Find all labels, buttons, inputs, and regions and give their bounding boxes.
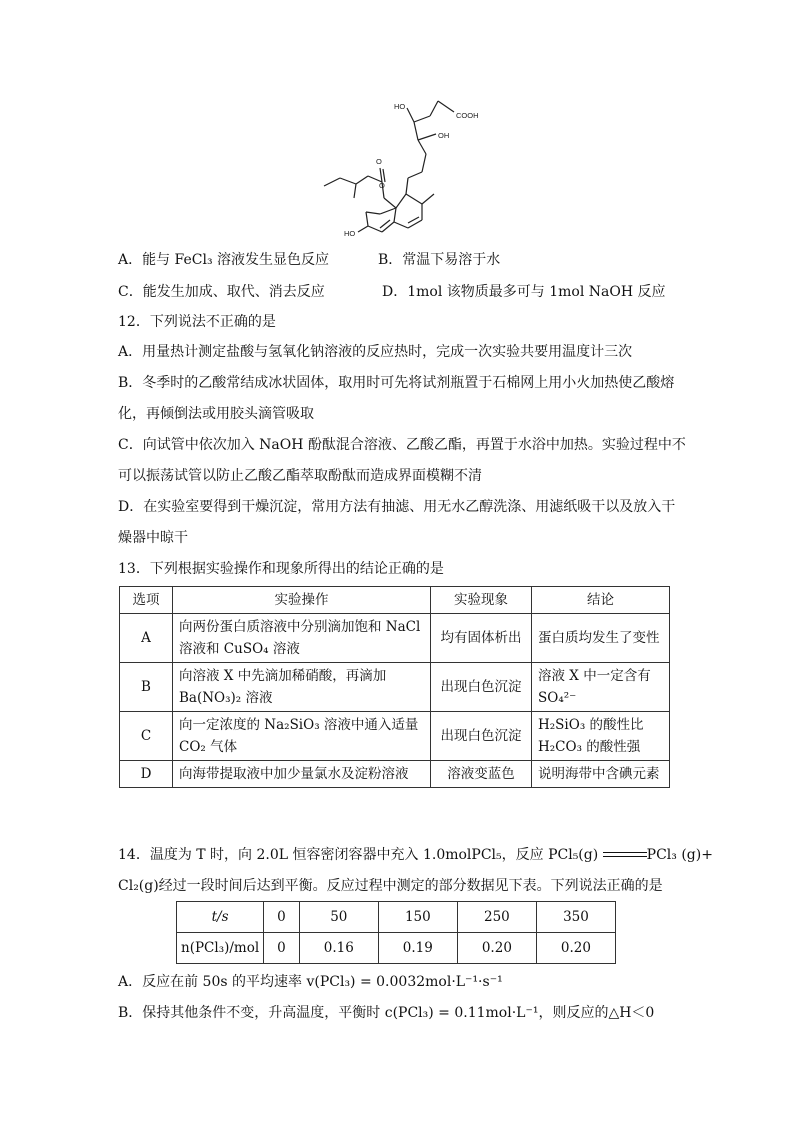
time-cell: 50	[299, 902, 378, 933]
q12-option-a: A．用量热计测定盐酸与氢氧化钠溶液的反应热时，完成一次实验共要用温度计三次	[118, 344, 633, 360]
q14-stem-line2: Cl₂(g)经过一段时间后达到平衡。反应过程中测定的部分数据见下表。下列说法正确的是	[118, 878, 663, 894]
q12-stem: 12．下列说法不正确的是	[118, 314, 276, 330]
amount-cell: 0.20	[536, 933, 615, 964]
ester-o-label: O	[379, 181, 385, 190]
ho-bottom-label: HO	[344, 229, 356, 238]
amount-cell: 0.19	[378, 933, 457, 964]
row-operation: 向溶液 X 中先滴加稀硝酸，再滴加 Ba(NO₃)₂ 溶液	[173, 663, 431, 712]
row-phenomenon: 均有固体析出	[431, 614, 532, 663]
q12-option-d-line1: D．在实验室要得到干燥沉淀，常用方法有抽滤、用无水乙醇洗涤、用滤纸吸干以及放入干	[118, 499, 676, 515]
row-label-time: t/s	[177, 902, 264, 933]
q14-option-a: A．反应在前 50s 的平均速率 v(PCl₃) = 0.0032mol·L⁻¹·s⁻¹	[118, 974, 503, 990]
q12-option-d-line2: 燥器中晾干	[118, 530, 188, 546]
row-operation: 向一定浓度的 Na₂SiO₃ 溶液中通入适量 CO₂ 气体	[173, 712, 431, 761]
row-operation: 向两份蛋白质溶液中分别滴加饱和 NaCl 溶液和 CuSO₄ 溶液	[173, 614, 431, 663]
table-row	[177, 933, 616, 964]
q13-table	[119, 586, 670, 788]
q12-option-b-line2: 化，再倾倒法或用胶头滴管吸取	[118, 406, 314, 422]
carbonyl-o-label: O	[376, 157, 382, 166]
time-cell: 150	[378, 902, 457, 933]
header-conclusion: 结论	[532, 587, 670, 614]
row-conclusion: 蛋白质均发生了变性	[532, 614, 670, 663]
header-operation: 实验操作	[173, 587, 431, 614]
row-operation: 向海带提取液中加少量氯水及淀粉溶液	[173, 761, 431, 788]
header-phenomenon: 实验现象	[431, 587, 532, 614]
row-option: B	[120, 663, 173, 712]
q12-option-c-line1: C．向试管中依次加入 NaOH 酚酞混合溶液、乙酸乙酯，再置于水浴中加热。实验过程中不	[118, 437, 686, 453]
row-conclusion: H₂SiO₃ 的酸性比 H₂CO₃ 的酸性强	[532, 712, 670, 761]
cooh-label: COOH	[456, 111, 479, 120]
row-conclusion: 溶液 X 中一定含有 SO₄²⁻	[532, 663, 670, 712]
oh-side-label: OH	[438, 131, 450, 140]
q14-stem-part2: PCl₃ (g)+	[646, 847, 713, 863]
q12-option-b-line1: B．冬季时的乙酸常结成冰状固体，取用时可先将试剂瓶置于石棉网上用小火加热使乙酸熔	[118, 375, 675, 391]
table-header-row	[120, 587, 670, 614]
row-conclusion: 说明海带中含碘元素	[532, 761, 670, 788]
table-row	[120, 712, 670, 761]
q12-option-c-line2: 可以振荡试管以防止乙酸乙酯萃取酚酞而造成界面模糊不清	[118, 468, 482, 484]
time-cell: 250	[457, 902, 536, 933]
q11-option-a: A．能与 FeCl₃ 溶液发生显色反应	[118, 252, 330, 268]
amount-cell: 0	[264, 933, 300, 964]
table-row	[120, 761, 670, 788]
amount-cell: 0.16	[299, 933, 378, 964]
q11-option-d: D．1mol 该物质最多可与 1mol NaOH 反应	[382, 284, 666, 300]
q14-option-b: B．保持其他条件不变，升高温度，平衡时 c(PCl₃) = 0.11mol·L⁻¹，则反应的△H＜0	[118, 1005, 655, 1021]
q14-stem-line1	[118, 846, 713, 864]
header-option: 选项	[120, 587, 173, 614]
row-label-amount: n(PCl₃)/mol	[177, 933, 264, 964]
q11-option-b: B．常温下易溶于水	[378, 252, 501, 268]
ho-top-label: HO	[394, 102, 406, 111]
row-option: C	[120, 712, 173, 761]
row-phenomenon: 溶液变蓝色	[431, 761, 532, 788]
row-phenomenon: 出现白色沉淀	[431, 712, 532, 761]
q13-stem: 13．下列根据实验操作和现象所得出的结论正确的是	[118, 561, 444, 577]
row-option: D	[120, 761, 173, 788]
time-cell: 350	[536, 902, 615, 933]
equilibrium-arrow-icon	[603, 851, 647, 859]
table-row	[120, 614, 670, 663]
time-cell: 0	[264, 902, 300, 933]
amount-cell: 0.20	[457, 933, 536, 964]
q14-data-table	[176, 901, 616, 964]
table-row	[120, 663, 670, 712]
q14-stem-part1: 14．温度为 T 时，向 2.0L 恒容密闭容器中充入 1.0molPCl₅，反应 PCl₅(g)	[118, 847, 599, 863]
q11-option-c: C．能发生加成、取代、消去反应	[118, 284, 325, 300]
table-row	[177, 902, 616, 933]
row-phenomenon: 出现白色沉淀	[431, 663, 532, 712]
molecule-structure-diagram	[310, 96, 500, 246]
row-option: A	[120, 614, 173, 663]
